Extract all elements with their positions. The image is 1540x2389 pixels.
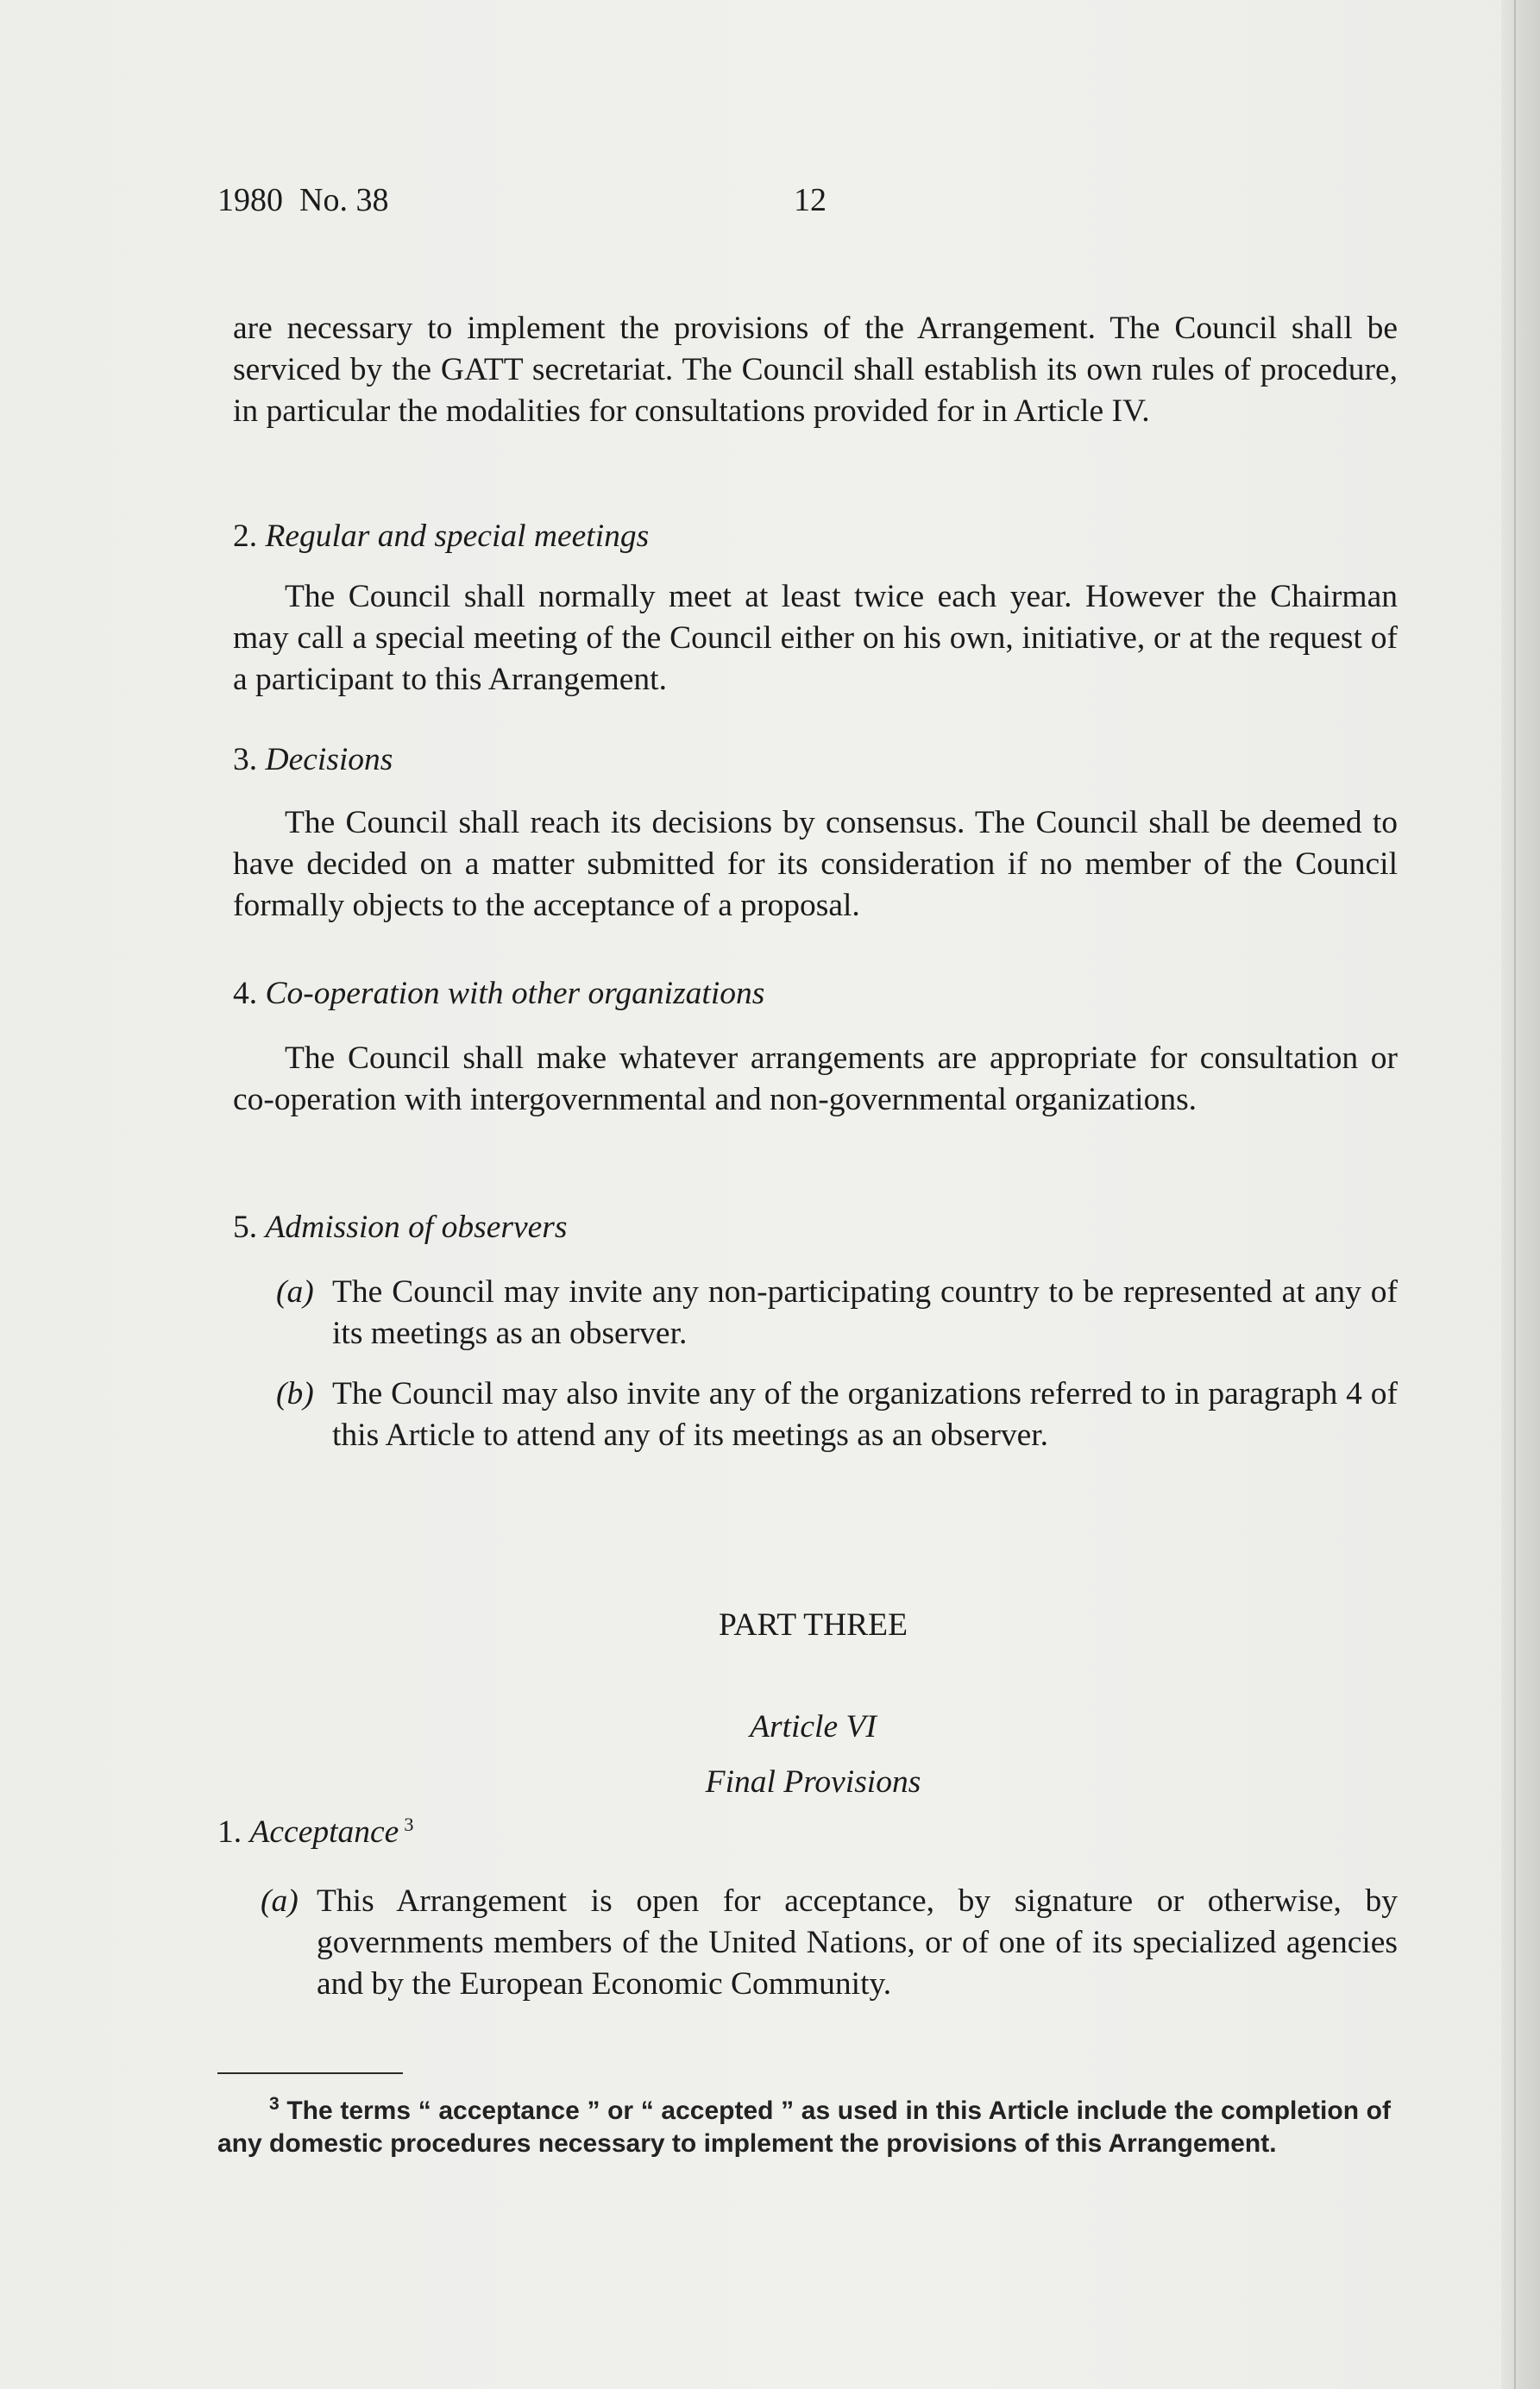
section-2-title: Regular and special meetings [265,519,650,554]
page-number: 12 [794,182,827,218]
acceptance-number: 1. [217,1814,242,1850]
section-5-item-b-text: The Council may also invite any of the organizations referred to in paragraph 4 of this Article to attend any of its meetings as an observer. [332,1376,1398,1453]
section-5-title: Admission of observers [265,1210,568,1245]
section-3-body [233,802,1398,927]
section-5-heading [233,1207,1398,1248]
section-3-text: The Council shall reach its decisions by consensus. The Council shall be deemed to have decided on a matter submitted for its consideration if no member of the Council formally objects to the acceptance of a proposal. [233,805,1398,923]
page-edge-shadow [1501,0,1540,2389]
opening-paragraph: are necessary to implement the provisions of the Arrangement. The Council shall be serviced by the GATT secretariat. The Council shall establish its own rules of procedure, in particular the modalities for consultations provided for in Article IV. [233,311,1398,429]
section-2-heading [233,516,1398,557]
section-3-heading [233,739,1398,781]
section-5-item-b [233,1374,1398,1456]
header-year-number: 1980 No. 38 [217,182,389,218]
article-vi-title-block [285,1707,1342,1748]
section-3-title: Decisions [265,742,393,777]
section-2-body [233,576,1398,701]
article-vi-title: Article VI [750,1709,877,1745]
part-three-title: PART THREE [719,1607,908,1643]
section-4-heading [233,973,1398,1015]
section-2-text: The Council shall normally meet at least twice each year. However the Chairman may call a special meeting of the Council either on his own, initiative, or at the request of a participant to this Arrangement. [233,579,1398,697]
section-5-item-b-label: (b) [276,1376,314,1411]
section-5-item-a-label: (a) [276,1274,314,1310]
footnote-mark: 3 [269,2094,280,2114]
opening-paragraph-block [233,308,1398,432]
article-vi-subtitle: Final Provisions [705,1764,921,1800]
page-header [217,181,1166,233]
section-4-title: Co-operation with other organizations [265,976,765,1011]
section-4-number: 4. [233,976,258,1011]
acceptance-item-a-label: (a) [261,1883,299,1919]
section-4-body [233,1038,1398,1121]
section-5-item-a-text: The Council may invite any non-participating country to be represented at any of its meetings as an observer. [332,1274,1398,1351]
acceptance-title: Acceptance [249,1814,399,1850]
page-edge-line [1514,0,1516,2389]
section-4-text: The Council shall make whatever arrangements are appropriate for consultation or co-operation with intergovernmental and non-governmental organizations. [233,1040,1398,1117]
acceptance-heading [217,1812,1382,1853]
section-5-item-a [233,1272,1398,1355]
footnote [217,2095,1391,2160]
article-vi-subtitle-block [285,1762,1342,1803]
section-2-number: 2. [233,519,258,554]
part-three-title-block [285,1605,1342,1646]
section-5-number: 5. [233,1210,258,1245]
footnote-rule [217,2072,403,2074]
acceptance-item-a [217,1881,1398,2005]
acceptance-item-a-text: This Arrangement is open for acceptance, by signature or otherwise, by governments members of the United Nations, or of one of its specialized agencies and by the European Economic Community. [317,1883,1398,2002]
footnote-reference: 3 [404,1813,414,1835]
footnote-text: The terms “ acceptance ” or “ accepted ” as used in this Article include the completion of any domestic procedures necessary to implement the provisions of this Arrangement. [217,2097,1391,2158]
section-3-number: 3. [233,742,258,777]
